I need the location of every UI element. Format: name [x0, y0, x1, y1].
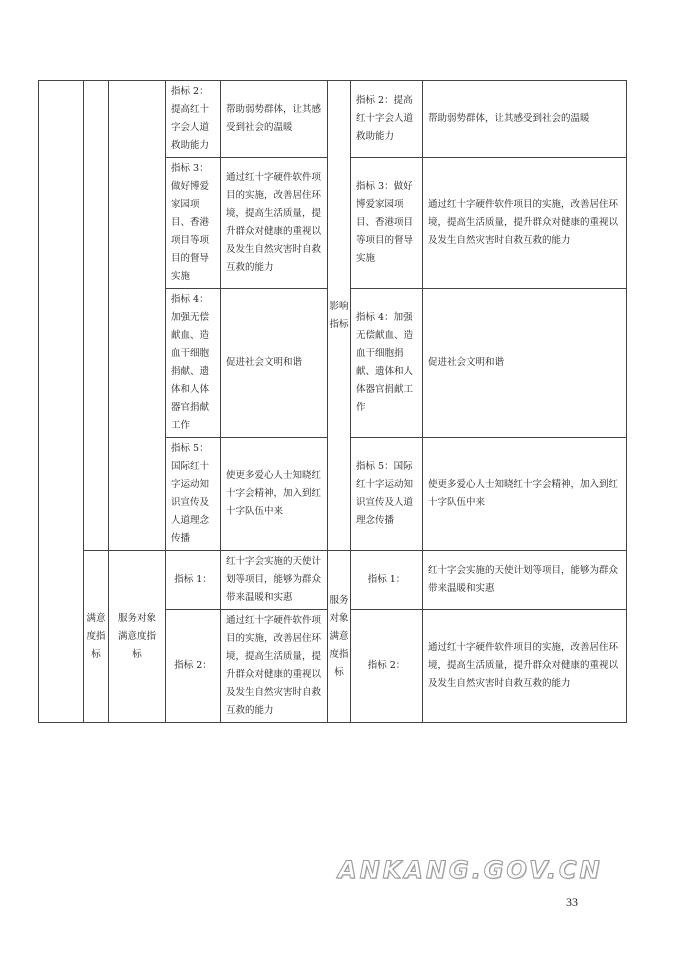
left-indicator-value: 帮助弱势群体，让其感受到社会的温暖 — [221, 81, 328, 158]
right-indicator-name: 指标 5：国际红十字运动知识宣传及人道理念传播 — [351, 438, 423, 551]
page-number: 33 — [566, 895, 578, 909]
left-subgroup-satisfaction: 服务对象满意度指标 — [109, 551, 166, 723]
left-indicator-value: 促进社会文明和谐 — [221, 289, 328, 438]
right-group-satisfaction: 服务对象满意度指标 — [328, 551, 351, 723]
right-indicator-value: 使更多爱心人士知晓红十字会精神，加入到红十字队伍中来 — [423, 438, 627, 551]
right-indicator-name: 指标 2： — [351, 610, 423, 723]
left-indicator-value: 通过红十字硬件软件项目的实施，改善居住环境，提高生活质量，提升群众对健康的重视以及发生自然灾害时自救互救的能力 — [221, 610, 328, 723]
right-indicator-value: 红十字会实施的天使计划等项目，能够为群众带来温暖和实惠 — [423, 551, 627, 610]
left-indicator-value: 使更多爱心人士知晓红十字会精神，加入到红十字队伍中来 — [221, 438, 328, 551]
right-indicator-value: 促进社会文明和谐 — [423, 289, 627, 438]
left-subcategory-cell-upper — [109, 81, 166, 551]
left-category-cell-upper — [84, 81, 109, 551]
right-indicator-name: 指标 4：加强无偿献血、造血干细胞捐献、遗体和人体器官捐献工作 — [351, 289, 423, 438]
left-indicator-name: 指标 5：国际红十字运动知识宣传及人道理念传播 — [166, 438, 221, 551]
left-indicator-name: 指标 2：提高红十字会人道救助能力 — [166, 81, 221, 158]
table-row — [39, 551, 627, 610]
left-indicator-value: 通过红十字硬件软件项目的实施，改善居住环境，提高生活质量，提升群众对健康的重视以及发生自然灾害时自救互救的能力 — [221, 158, 328, 289]
right-group-impact: 影响指标 — [328, 81, 351, 551]
left-indicator-value: 红十字会实施的天使计划等项目，能够为群众带来温暖和实惠 — [221, 551, 328, 610]
left-indicator-name: 指标 3：做好博爱家园项目、香港项目等项目的督导实施 — [166, 158, 221, 289]
left-indicator-name: 指标 1： — [166, 551, 221, 610]
right-indicator-name: 指标 2：提高红十字会人道救助能力 — [351, 81, 423, 158]
indicator-table — [38, 80, 627, 723]
left-indicator-name: 指标 2： — [166, 610, 221, 723]
right-indicator-name: 指标 3：做好博爱家园项目、香港项目等项目的督导实施 — [351, 158, 423, 289]
table-row — [39, 81, 627, 158]
left-group-satisfaction: 满意度指标 — [84, 551, 109, 723]
outer-left-cell — [39, 81, 84, 723]
right-indicator-value: 帮助弱势群体，让其感受到社会的温暖 — [423, 81, 627, 158]
right-indicator-value: 通过红十字硬件软件项目的实施，改善居住环境，提高生活质量，提升群众对健康的重视以及发生自然灾害时自救互救的能力 — [423, 610, 627, 723]
watermark-logo: ANKANG.GOV.CN — [338, 856, 603, 884]
left-indicator-name: 指标 4：加强无偿献血、造血干细胞捐献、遗体和人体器官捐献工作 — [166, 289, 221, 438]
right-indicator-name: 指标 1： — [351, 551, 423, 610]
right-indicator-value: 通过红十字硬件软件项目的实施，改善居住环境，提高生活质量，提升群众对健康的重视以及发生自然灾害时自救互救的能力 — [423, 158, 627, 289]
